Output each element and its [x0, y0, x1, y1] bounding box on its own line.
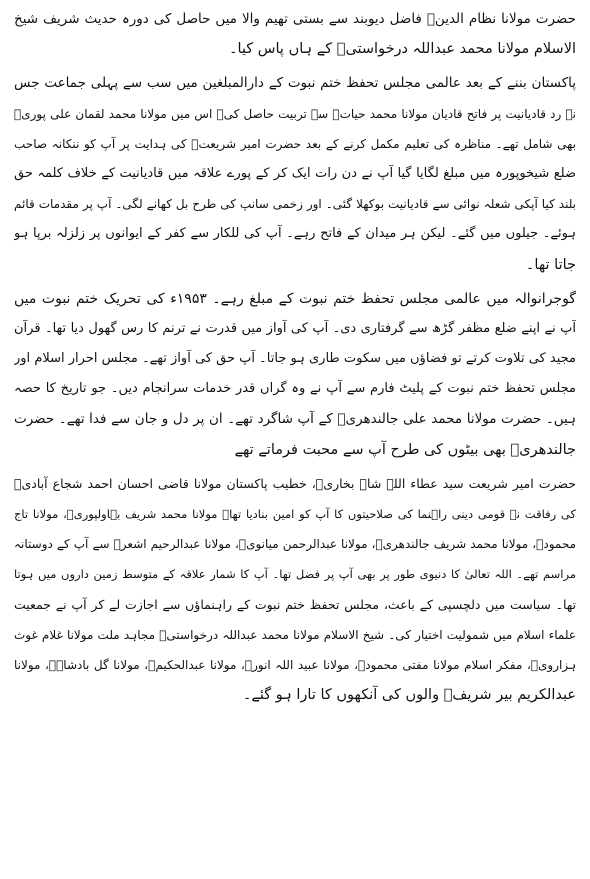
- paragraph-3: [14, 284, 576, 465]
- text-line: تھا۔ سیاست میں دلچسپی کے باعث، مجلس تحفظ ختم نبوت کے راہنماؤں سے اجازت لے کر آپ نے جمعیت: [14, 596, 576, 612]
- text-line: مجید کی تلاوت کرتے تو فضاؤں میں سکوت طاری ہو جاتا۔ آپ حق کی آواز تھے۔ مجلس احرار اسلام اور: [14, 351, 576, 367]
- text-line: ہوئے۔ جیلوں میں گئے۔ لیکن ہر میدان کے فاتح رہے۔ آپ کی للکار سے کفر کے ایوانوں پر زلزلہ برپا ہو: [14, 226, 576, 242]
- text-line: عبدالکریم بیر شریفؒ والوں کی آنکھوں کا تارا ہو گئے۔: [242, 687, 576, 704]
- text-line: ہزارویؒ، مفکر اسلام مولانا مفتی محمودؒ، مولانا عبید اللہ انورؒ، مولانا عبدالحکیمؒ، مولانا گل بادشاہؒ، مولانا: [14, 657, 576, 672]
- text-line: حضرت مولانا نظام الدینؒ فاضل دیوبند سے بستی تھیم والا میں حاصل کی دورہ حدیث شریف شیخ: [14, 11, 576, 27]
- paragraph-1: [14, 4, 576, 64]
- text-line: الاسلام مولانا محمد عبداللہ درخواستیؒ کے ہاں پاس کیا۔: [229, 41, 576, 58]
- text-line: بھی شامل تھے۔ مناظرہ کی تعلیم مکمل کرنے کے بعد حضرت امیر شریعتؒ کی ہدایت پر آپ کو ننکانہ صاحب: [14, 136, 576, 151]
- paragraph-4: [14, 469, 576, 711]
- text-line: پاکستان بننے کے بعد عالمی مجلس تحفظ ختم نبوت کے دارالمبلغین میں سب سے پہلی جماعت جس: [14, 75, 576, 92]
- text-line: بلند کیا آپکی شعلہ نوائی سے قادیانیت بوکھلا گئی۔ اور زخمی سانپ کی طرح بل کھانے لگی۔ آپ پر مقدمات قائم: [14, 197, 576, 212]
- text-line: محمودؒ، مولانا محمد شریف جالندھریؒ، مولانا عبدالرحمن میانویؒ، مولانا عبدالرحیم اشعرؒ سے آپ کے دوستانہ: [14, 537, 576, 552]
- text-line: حضرت امیر شریعت سید عطاء اللہ شاہ بخاریؒ، خطیب پاکستان مولانا قاضی احسان احمد شجاع آبادیؒ: [14, 475, 576, 491]
- paragraph-2: [14, 68, 576, 279]
- text-line: ہیں۔ حضرت مولانا محمد علی جالندھریؒ کے آپ شاگرد تھے۔ ان پر دل و جان سے فدا تھے۔ حضرت: [14, 411, 576, 428]
- text-line: جالندھریؒ بھی بیٹوں کی طرح آپ سے محبت فرماتے تھے: [234, 441, 576, 458]
- text-line: نے رد قادیانیت پر فاتح قادیان مولانا محمد حیاتؒ سے تربیت حاصل کی۔ اس میں مولانا محمد لقمان علی پوریؒ: [14, 106, 576, 121]
- text-line: مراسم تھے۔ اللہ تعالیٰ کا دنیوی طور پر بھی آپ پر فضل تھا۔ آپ کا شمار علاقہ کے متوسط زمین داروں میں ہوتا: [14, 567, 576, 582]
- text-line: آپ نے اپنے ضلع مظفر گڑھ سے گرفتاری دی۔ آپ کی آواز میں قدرت نے ترنم کا رس گھول دیا تھا۔ قرآن: [14, 320, 576, 336]
- text-line: مجلس تحفظ ختم نبوت کے پلیٹ فارم سے آپ نے وہ گراں قدر خدمات سرانجام دیں۔ جو تاریخ کا حصہ: [14, 381, 576, 397]
- text-line: جاتا تھا۔: [525, 256, 576, 273]
- text-line: گوجرانوالہ میں عالمی مجلس تحفظ ختم نبوت کے مبلغ رہے۔ ۱۹۵۳ء کی تحریک ختم نبوت میں: [14, 290, 576, 307]
- text-line: کی رفاقت نے قومی دینی راہنما کی صلاحیتوں کا آپ کو امین بنادیا تھا۔ مولانا محمد شریف بہاولپوریؒ، مولانا تاج: [14, 507, 576, 521]
- text-line: ضلع شیخوپورہ میں مبلغ لگایا گیا آپ نے دن رات ایک کر کے پورے علاقہ میں قادیانیت کے خلاف کلمہ حق: [14, 165, 576, 181]
- text-line: علماء اسلام میں شمولیت اختیار کی۔ شیخ الاسلام مولانا محمد عبداللہ درخواستیؒ مجاہد ملت مولانا غلام غوث: [14, 627, 576, 642]
